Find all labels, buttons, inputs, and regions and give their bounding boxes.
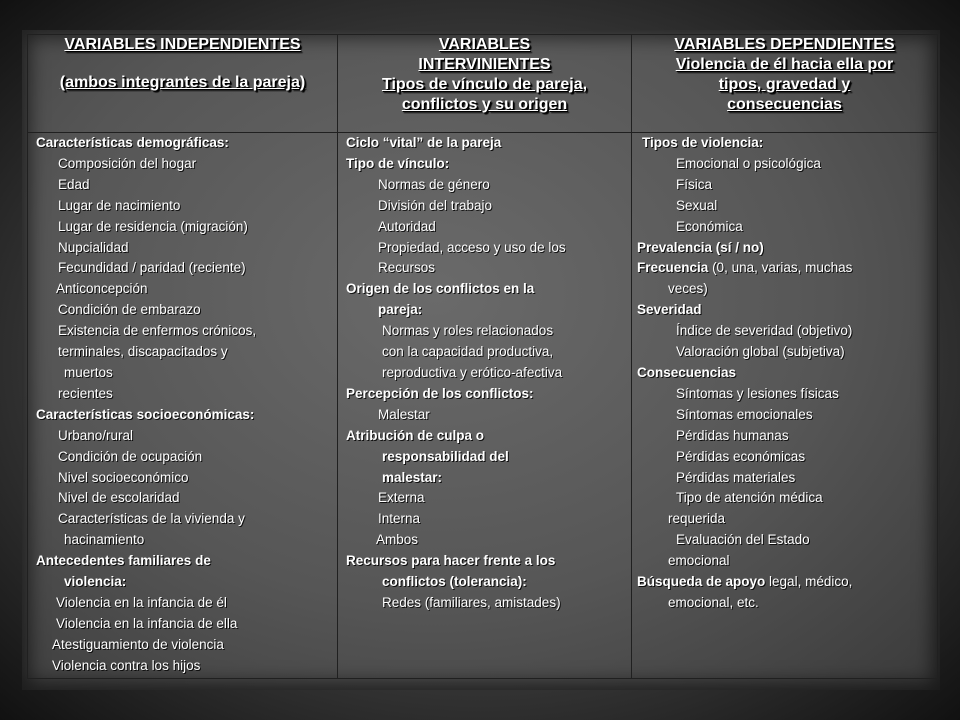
list-item: Índice de severidad (objetivo): [676, 323, 853, 339]
frecuencia-values: (0, una, varias, muchas: [712, 260, 853, 276]
section-heading: pareja:: [378, 302, 423, 318]
list-item: Ambos: [376, 532, 419, 548]
list-item: Lugar de residencia (migración): [58, 218, 248, 234]
header-independientes: [28, 35, 338, 133]
list-item: hacinamiento: [64, 532, 145, 548]
list-item: Características de la vivienda y: [58, 511, 245, 527]
list-item: [632, 572, 937, 593]
list-item: Normas y roles relacionados: [382, 323, 554, 339]
list-item: Evaluación del Estado: [676, 532, 810, 548]
list-item: Edad: [58, 176, 90, 192]
header-row: [28, 35, 938, 133]
list-item: Síntomas emocionales: [676, 406, 813, 422]
list-item: Urbano/rural: [58, 427, 134, 443]
list-item: Tipo de atención médica: [676, 490, 823, 506]
section-heading: Tipos de violencia:: [642, 135, 764, 150]
header-dependientes: [632, 35, 938, 133]
list-item: Valoración global (subjetiva): [676, 344, 845, 360]
list-item: Anticoncepción: [56, 281, 148, 297]
list-item: Sexual: [676, 197, 718, 213]
list-item: Fecundidad / paridad (reciente): [58, 260, 246, 276]
header-line: VARIABLES INDEPENDIENTES: [64, 36, 301, 53]
list-item: Autoridad: [378, 218, 436, 234]
list-item: Lugar de nacimiento: [58, 197, 181, 213]
label-frecuencia: Frecuencia: [637, 260, 709, 276]
list-item: emocional, etc.: [668, 594, 759, 610]
list-item: emocional: [668, 553, 730, 569]
list-item: Pérdidas humanas: [676, 427, 789, 443]
column-intervinientes: [338, 133, 632, 679]
list-item: Pérdidas materiales: [676, 469, 796, 485]
list-item: muertos: [64, 364, 113, 380]
list-item: Nupcialidad: [58, 239, 129, 255]
body-row: [28, 133, 938, 679]
list-item: Pérdidas económicas: [676, 448, 806, 464]
list-item: Emocional o psicológica: [676, 155, 821, 171]
section-heading: Ciclo “vital” de la pareja: [346, 135, 502, 150]
list-item: [632, 258, 937, 279]
list-item: Condición de embarazo: [58, 302, 201, 318]
list-item: Económica: [676, 218, 743, 234]
section-heading: Atribución de culpa o: [346, 427, 485, 443]
section-heading: malestar:: [382, 469, 443, 485]
list-item: requerida: [668, 511, 726, 527]
header-line: conflictos y su origen: [401, 96, 568, 113]
list-item: Violencia en la infancia de ella: [56, 615, 238, 631]
section-heading: Consecuencias: [637, 364, 737, 380]
list-item: Síntomas y lesiones físicas: [676, 385, 839, 401]
list-item: reproductiva y erótico-afectiva: [382, 364, 563, 380]
list-item: Violencia en la infancia de él: [56, 594, 227, 610]
section-heading: Características demográficas:: [36, 135, 229, 150]
list-item: Composición del hogar: [58, 155, 197, 171]
header-intervinientes: [338, 35, 632, 133]
section-heading: Percepción de los conflictos:: [346, 385, 534, 401]
list-item: Atestiguamiento de violencia: [52, 636, 224, 652]
busqueda-values: legal, médico,: [769, 574, 853, 590]
header-line: VARIABLES DEPENDIENTES: [674, 36, 895, 53]
header-line: VARIABLES: [438, 36, 531, 53]
section-heading: Recursos para hacer frente a los: [346, 553, 556, 569]
section-heading: Características socioeconómicas:: [36, 406, 255, 422]
section-heading: Prevalencia (sí / no): [637, 239, 764, 255]
header-line: Tipos de vínculo de pareja,: [381, 76, 588, 93]
list-item: veces): [668, 281, 708, 297]
list-item: Malestar: [378, 406, 430, 422]
section-heading: Origen de los conflictos en la: [346, 281, 535, 297]
section-heading: responsabilidad del: [382, 448, 509, 464]
list-item: Interna: [378, 511, 421, 527]
list-item: Propiedad, acceso y uso de los: [378, 239, 566, 255]
list-item: terminales, discapacitados y: [58, 344, 228, 360]
list-item: Externa: [378, 490, 425, 506]
header-line: consecuencias: [727, 96, 842, 113]
list-item: Existencia de enfermos crónicos,: [58, 323, 257, 339]
header-line: tipos, gravedad y: [718, 76, 851, 93]
list-item: Condición de ocupación: [58, 448, 203, 464]
list-item: con la capacidad productiva,: [382, 344, 554, 360]
section-heading: conflictos (tolerancia):: [382, 574, 527, 590]
section-heading: Severidad: [637, 302, 702, 318]
list-item: Violencia contra los hijos: [52, 657, 201, 673]
list-item: Nivel de escolaridad: [58, 490, 180, 506]
header-line: (ambos integrantes de la pareja): [59, 74, 306, 91]
list-item: Recursos: [378, 260, 436, 276]
list-item: División del trabajo: [378, 197, 493, 213]
section-heading: violencia:: [64, 574, 127, 590]
section-heading: Tipo de vínculo:: [346, 155, 450, 171]
list-item: Física: [676, 176, 713, 192]
header-line: INTERVINIENTES: [418, 56, 551, 73]
list-item: Nivel socioeconómico: [58, 469, 189, 485]
variables-table: [27, 34, 938, 679]
section-heading: Antecedentes familiares de: [36, 553, 211, 569]
label-busqueda: Búsqueda de apoyo: [637, 574, 766, 590]
header-line: Violencia de él hacia ella por: [675, 56, 894, 73]
column-dependientes: [632, 133, 938, 679]
list-item: Normas de género: [378, 176, 490, 192]
column-independientes: [28, 133, 338, 679]
list-item: Redes (familiares, amistades): [382, 594, 561, 610]
list-item: recientes: [58, 385, 113, 401]
